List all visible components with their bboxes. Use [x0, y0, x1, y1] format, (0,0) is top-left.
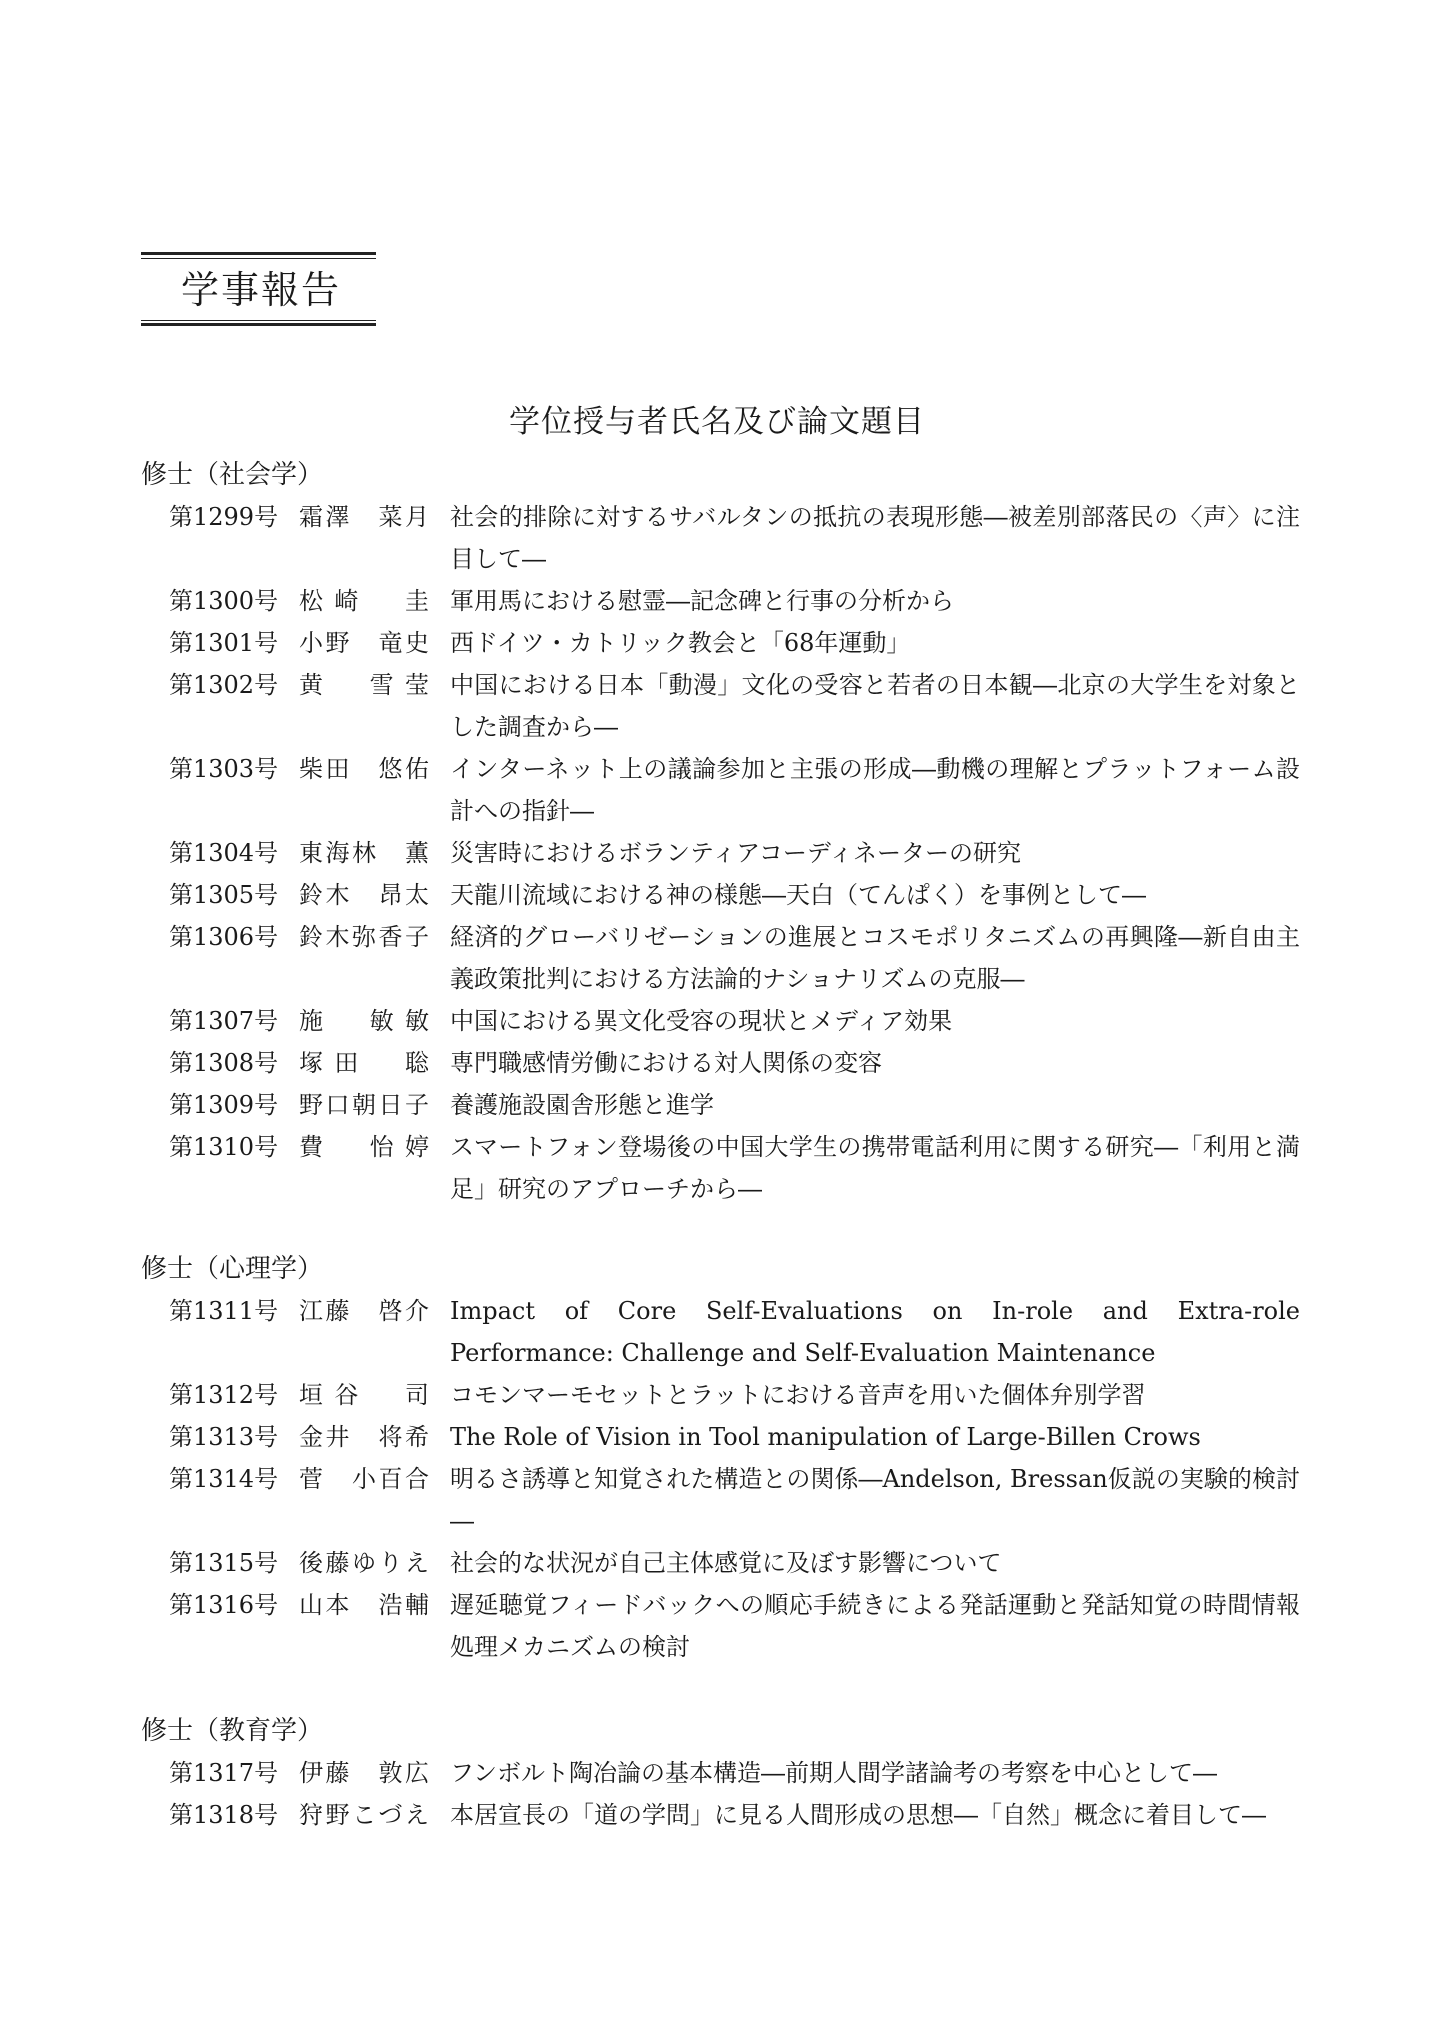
- entry-number: 第1308号: [169, 1049, 279, 1077]
- thesis-entry: [141, 1126, 1301, 1210]
- section-heading: 修士（社会学）: [141, 460, 324, 490]
- thesis-entry: [141, 1416, 1301, 1458]
- section-header-box: [141, 252, 376, 326]
- header-rule: [141, 252, 376, 255]
- thesis-entry: [141, 1794, 1301, 1836]
- author-name: 後藤ゆりえ: [299, 1549, 429, 1577]
- author-name: 鈴木 昂太: [299, 881, 429, 909]
- entry-number: 第1306号: [169, 923, 279, 951]
- thesis-title: コモンマーモセットとラットにおける音声を用いた個体弁別学習: [450, 1381, 1146, 1409]
- author-name: 霜澤 菜月: [299, 503, 429, 531]
- thesis-title: 本居宣長の「道の学問」に見る人間形成の思想―「自然」概念に着目して―: [450, 1801, 1266, 1829]
- entry-number: 第1313号: [169, 1423, 279, 1451]
- entry-number: 第1315号: [169, 1549, 279, 1577]
- thesis-entry: [141, 1042, 1301, 1084]
- thesis-title: 中国における日本「動漫」文化の受容と若者の日本観―北京の大学生を対象とした調査から―: [450, 671, 1300, 741]
- author-name: 金井 将希: [299, 1423, 429, 1451]
- thesis-title: 遅延聴覚フィードバックへの順応手続きによる発話運動と発話知覚の時間情報処理メカニズムの検討: [450, 1591, 1300, 1661]
- thesis-entry: [141, 496, 1301, 580]
- author-name: 菅 小百合: [299, 1465, 429, 1493]
- thesis-entry: [141, 1584, 1301, 1668]
- entry-number: 第1312号: [169, 1381, 279, 1409]
- entry-number: 第1307号: [169, 1007, 279, 1035]
- thesis-title: 中国における異文化受容の現状とメディア効果: [450, 1007, 953, 1035]
- entry-number: 第1310号: [169, 1133, 279, 1161]
- thesis-entry: [141, 1752, 1301, 1794]
- thesis-title: インターネット上の議論参加と主張の形成―動機の理解とプラットフォーム設計への指針―: [450, 755, 1300, 825]
- thesis-title: フンボルト陶冶論の基本構造―前期人間学諸論考の考察を中心として―: [450, 1759, 1218, 1787]
- thesis-entry: [141, 916, 1301, 1000]
- entry-number: 第1309号: [169, 1091, 279, 1119]
- thesis-entry: [141, 748, 1301, 832]
- entry-number: 第1317号: [169, 1759, 279, 1787]
- thesis-title: 天龍川流域における神の様態―天白（てんぱく）を事例として―: [450, 881, 1146, 909]
- author-name: 鈴木弥香子: [299, 923, 429, 951]
- thesis-title: The Role of Vision in Tool manipulation of Large-Billen Crows: [450, 1423, 1201, 1451]
- entry-number: 第1299号: [169, 503, 279, 531]
- author-name: 垣谷 司: [299, 1381, 429, 1409]
- author-name: 塚田 聡: [299, 1049, 429, 1077]
- thesis-entry: [141, 1000, 1301, 1042]
- thesis-entry: [141, 874, 1301, 916]
- thesis-title: 経済的グローバリゼーションの進展とコスモポリタニズムの再興隆―新自由主義政策批判における方法論的ナショナリズムの克服―: [450, 923, 1300, 993]
- thesis-title: 養護施設園舎形態と進学: [450, 1091, 714, 1119]
- thesis-entry: [141, 580, 1301, 622]
- author-name: 小野 竜史: [299, 629, 429, 657]
- thesis-title: 軍用馬における慰霊―記念碑と行事の分析から: [450, 587, 954, 615]
- thesis-entry: [141, 622, 1301, 664]
- thesis-entry: [141, 1542, 1301, 1584]
- entry-list: [141, 1752, 1301, 1836]
- entry-number: 第1318号: [169, 1801, 279, 1829]
- thesis-title: 西ドイツ・カトリック教会と「68年運動」: [450, 629, 911, 657]
- author-name: 野口朝日子: [299, 1091, 429, 1119]
- thesis-title: 災害時におけるボランティアコーディネーターの研究: [450, 839, 1021, 867]
- entry-number: 第1303号: [169, 755, 279, 783]
- thesis-entry: [141, 1084, 1301, 1126]
- thesis-entry: [141, 1374, 1301, 1416]
- author-name: 施 敏敏: [299, 1007, 429, 1035]
- thesis-entry: [141, 832, 1301, 874]
- thesis-title: 明るさ誘導と知覚された構造との関係―Andelson, Bressan仮説の実験的検討―: [450, 1465, 1300, 1535]
- entry-number: 第1314号: [169, 1465, 279, 1493]
- header-rule: [141, 323, 376, 326]
- author-name: 黄 雪莹: [299, 671, 429, 699]
- thesis-entry: [141, 664, 1301, 748]
- thesis-title: Impact of Core Self-Evaluations on In-role and Extra-role Performance: Challenge and Self-Evaluation Maintenance: [450, 1297, 1300, 1367]
- entry-number: 第1301号: [169, 629, 279, 657]
- header-rule: [141, 258, 376, 259]
- author-name: 狩野こづえ: [299, 1801, 429, 1829]
- author-name: 山本 浩輔: [299, 1591, 429, 1619]
- entry-list: [141, 496, 1301, 1210]
- author-name: 費 怡婷: [299, 1133, 429, 1161]
- author-name: 東海林 薫: [299, 839, 429, 867]
- entry-number: 第1300号: [169, 587, 279, 615]
- thesis-title: 社会的な状況が自己主体感覚に及ぼす影響について: [450, 1549, 1002, 1577]
- entry-list: [141, 1290, 1301, 1668]
- entry-number: 第1305号: [169, 881, 279, 909]
- section-heading: 修士（教育学）: [141, 1716, 324, 1746]
- author-name: 柴田 悠佑: [299, 755, 429, 783]
- section-heading: 修士（心理学）: [141, 1254, 324, 1284]
- entry-number: 第1316号: [169, 1591, 279, 1619]
- entry-number: 第1302号: [169, 671, 279, 699]
- thesis-title: スマートフォン登場後の中国大学生の携帯電話利用に関する研究―「利用と満足」研究のアプローチから―: [450, 1133, 1300, 1203]
- entry-number: 第1311号: [169, 1297, 279, 1325]
- header-rule: [141, 320, 376, 321]
- author-name: 伊藤 敦広: [299, 1759, 429, 1787]
- header-title: 学事報告: [181, 268, 342, 312]
- entry-number: 第1304号: [169, 839, 279, 867]
- thesis-title: 社会的排除に対するサバルタンの抵抗の表現形態―被差別部落民の〈声〉に注目して―: [450, 503, 1300, 573]
- thesis-entry: [141, 1290, 1301, 1374]
- document-title: 学位授与者氏名及び論文題目: [509, 404, 925, 440]
- author-name: 松崎 圭: [299, 587, 429, 615]
- author-name: 江藤 啓介: [299, 1297, 429, 1325]
- thesis-entry: [141, 1458, 1301, 1542]
- thesis-title: 専門職感情労働における対人関係の変容: [450, 1049, 882, 1077]
